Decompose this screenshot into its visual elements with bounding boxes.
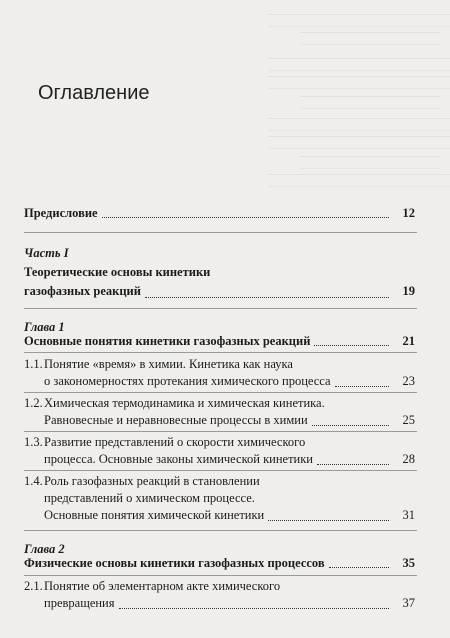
section-title-line: Развитие представлений о скорости химического (44, 435, 306, 449)
leader-dots (314, 345, 389, 346)
divider (24, 392, 417, 393)
part-title-line: Теоретические основы кинетики (24, 265, 211, 279)
toc-entry-section-2-1[interactable] (24, 578, 415, 612)
divider (24, 232, 417, 233)
section-title-line: процесса. Основные законы химической кинетики (44, 452, 314, 466)
page-number: 12 (402, 206, 415, 220)
leader-dots (145, 297, 389, 298)
page-number: 35 (402, 556, 415, 570)
leader-dots (317, 464, 389, 465)
show-through-line (268, 58, 450, 71)
toc-entry-section-1-1[interactable] (24, 356, 415, 390)
leader-dots (119, 608, 390, 609)
show-through-line (300, 156, 440, 169)
show-through-line (268, 14, 450, 27)
chapter-label: Глава 2 (24, 542, 65, 556)
show-through-line (268, 174, 450, 187)
toc-entry-chapter-2[interactable] (24, 556, 415, 571)
show-through-line (268, 76, 450, 89)
section-number: 1.3. (24, 435, 43, 449)
chapter-title: Физические основы кинетики газофазных процессов (24, 556, 325, 570)
divider (24, 352, 417, 353)
part-title-line: газофазных реакций (24, 284, 141, 298)
chapter-title: Основные понятия кинетики газофазных реакций (24, 334, 311, 348)
toc-entry-preface[interactable] (24, 206, 415, 221)
divider (24, 470, 417, 471)
leader-dots (102, 217, 389, 218)
page-title: Оглавление (38, 82, 150, 104)
leader-dots (329, 567, 389, 568)
page-number: 25 (402, 413, 415, 427)
section-number: 1.1. (24, 357, 43, 371)
page-number: 28 (402, 452, 415, 466)
section-title-line: Понятие об элементарном акте химического (44, 579, 281, 593)
section-number: 2.1. (24, 579, 43, 593)
section-title-line: Роль газофазных реакций в становлении (44, 474, 260, 488)
show-through-line (268, 118, 450, 131)
divider (24, 575, 417, 576)
page-number: 37 (402, 596, 415, 610)
page-number: 21 (402, 334, 415, 348)
leader-dots (312, 425, 389, 426)
preface-title: Предисловие (24, 206, 98, 220)
leader-dots (335, 386, 389, 387)
show-through-line (268, 136, 450, 149)
section-number: 1.4. (24, 474, 43, 488)
toc-entry-section-1-3[interactable] (24, 434, 415, 468)
chapter-label: Глава 1 (24, 320, 65, 334)
show-through-line (300, 96, 440, 109)
toc-entry-chapter-1[interactable] (24, 334, 415, 349)
toc-entry-section-1-2[interactable] (24, 395, 415, 429)
page-number: 23 (402, 374, 415, 388)
divider (24, 431, 417, 432)
section-title-line: превращения (44, 596, 115, 610)
section-title-line: Равновесные и неравновесные процессы в химии (44, 413, 308, 427)
divider (24, 308, 417, 309)
section-title-line: Основные понятия химической кинетики (44, 508, 265, 522)
show-through-line (300, 32, 440, 45)
page-number: 31 (402, 508, 415, 522)
section-title-line: представлений о химическом процессе. (44, 491, 255, 505)
toc-entry-part-1[interactable] (24, 263, 415, 301)
section-title-line: Понятие «время» в химии. Кинетика как наука (44, 357, 293, 371)
toc-entry-section-1-4[interactable] (24, 473, 415, 524)
section-number: 1.2. (24, 396, 43, 410)
section-title-line: о закономерностях протекания химического процесса (44, 374, 331, 388)
section-title-line: Химическая термодинамика и химическая кинетика. (44, 396, 325, 410)
leader-dots (268, 520, 389, 521)
divider (24, 530, 417, 531)
part-label: Часть I (24, 246, 69, 260)
page-number: 19 (402, 284, 415, 298)
